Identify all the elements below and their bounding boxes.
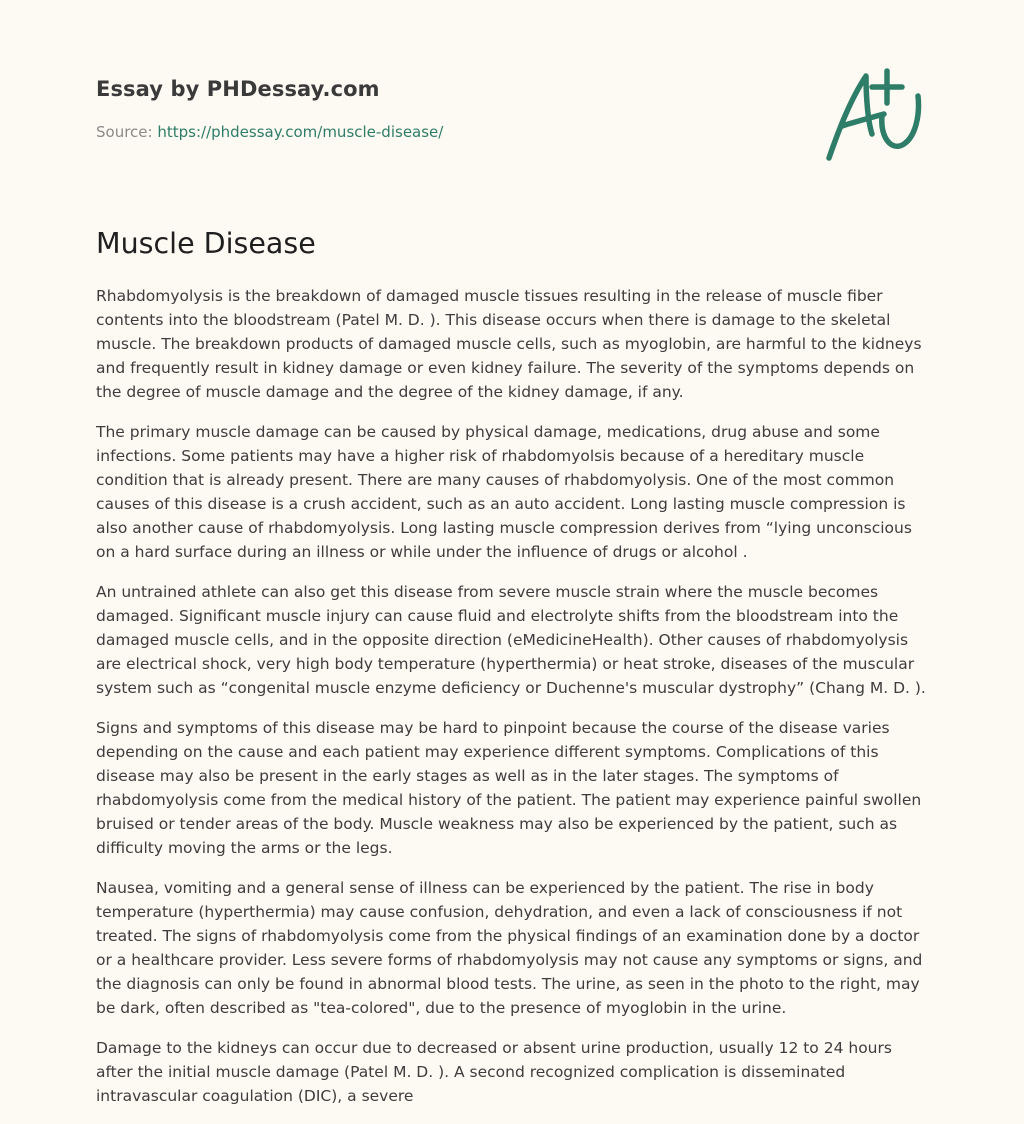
site-brand: Essay by PHDessay.com bbox=[96, 77, 380, 101]
paragraph: Nausea, vomiting and a general sense of illness can be experienced by the patient. The rise in body temperature (hyperthermia) may cause confusion, dehydration, and even a lack of consciousness if not treated. The signs of rhabdomyolysis come from the physical findings of an examination done by a doctor or a healthcare provider. Less severe forms of rhabdomyolysis may not cause any symptoms or signs, and the diagnosis can only be found in abnormal blood tests. The urine, as seen in the photo to the right, may be dark, often described as "tea-colored", due to the presence of myoglobin in the urine. bbox=[96, 879, 923, 1017]
essay-body bbox=[96, 284, 932, 1124]
paragraph: Damage to the kidneys can occur due to decreased or absent urine production, usually 12 to 24 hours after the initial muscle damage (Patel M. D. ). A second recognized complication is disseminated intravascular coagulation (DIC), a severe bbox=[96, 1039, 892, 1105]
source-line bbox=[96, 122, 796, 142]
paragraph: Rhabdomyolysis is the breakdown of damaged muscle tissues resulting in the release of muscle fiber contents into the bloodstream (Patel M. D. ). This disease occurs when there is damage to the skeletal muscle. The breakdown products of damaged muscle cells, such as myoglobin, are harmful to the kidneys and frequently result in kidney damage or even kidney failure. The severity of the symptoms depends on the degree of muscle damage and the degree of the kidney damage, if any. bbox=[96, 287, 922, 401]
source-label: Source: bbox=[96, 123, 153, 141]
paragraph: Signs and symptoms of this disease may be hard to pinpoint because the course of the disease varies depending on the cause and each patient may experience different symptoms. Complications of this disease may also be present in the early stages as well as in the later stages. The symptoms of rhabdomyolysis come from the medical history of the patient. The patient may experience painful swollen bruised or tender areas of the body. Muscle weakness may also be experienced by the patient, such as difficulty moving the arms or the legs. bbox=[96, 719, 922, 857]
source-link[interactable]: https://phdessay.com/muscle-disease/ bbox=[157, 123, 444, 141]
page-title: Muscle Disease bbox=[96, 227, 316, 260]
page-header bbox=[96, 74, 796, 142]
paragraph: An untrained athlete can also get this disease from severe muscle strain where the muscle becomes damaged. Significant muscle injury can cause fluid and electrolyte shifts from the bloodstream into the damaged muscle cells, and in the opposite direction (eMedicineHealth). Other causes of rhabdomyolysis are electrical shock, very high body temperature (hyperthermia) or heat stroke, diseases of the muscular system such as “congenital muscle enzyme deficiency or Duchenne's muscular dystrophy” (Chang M. D. ). bbox=[96, 583, 926, 697]
paragraph: The primary muscle damage can be caused by physical damage, medications, drug abuse and some infections. Some patients may have a higher risk of rhabdomyolsis because of a hereditary muscle condition that is already present. There are many causes of rhabdomyolysis. One of the most common causes of this disease is a crush accident, such as an auto accident. Long lasting muscle compression is also another cause of rhabdomyolysis. Long lasting muscle compression derives from “lying unconscious on a hard surface during an illness or while under the influence of drugs or alcohol . bbox=[96, 423, 912, 561]
a-plus-logo-icon bbox=[822, 68, 928, 164]
